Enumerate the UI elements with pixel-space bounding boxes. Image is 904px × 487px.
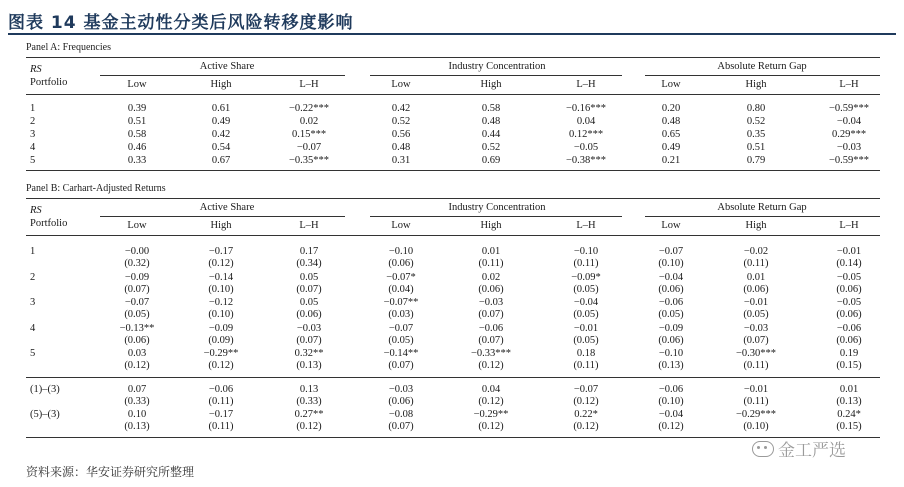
- panel-b-value: −0.04: [573, 297, 599, 308]
- panel-b-value: 0.17: [299, 246, 319, 257]
- panel-a-value: 0.42: [391, 103, 411, 114]
- panel-b-tstat: (0.05): [573, 309, 599, 320]
- panel-a-value: 0.44: [481, 129, 501, 140]
- panel-b-tstat: (0.07): [478, 309, 504, 320]
- panel-a-value: 0.21: [661, 155, 681, 166]
- panel-b-diff-value: 0.22*: [574, 409, 598, 420]
- panel-a-value: −0.16***: [565, 103, 607, 114]
- panel-b-value: 0.05: [299, 271, 319, 283]
- panel-b-value: −0.14: [208, 271, 234, 283]
- panel-b-value: −0.07: [658, 246, 684, 257]
- panel-b-tstat: (0.13): [296, 360, 322, 371]
- panel-b-diff-value: −0.07: [573, 384, 599, 395]
- figure-title: 图表 14 基金主动性分类后风险转移度影响: [8, 13, 354, 33]
- panel-b-diff-value: −0.01: [743, 384, 769, 395]
- panel-a-value: 0.58: [127, 129, 147, 140]
- panel-b-tstat: (0.14): [836, 258, 862, 269]
- panel-b-value: −0.07: [124, 297, 150, 308]
- panel-a-bottom-rule: [26, 170, 880, 171]
- panel-b-group-rule: [370, 216, 622, 217]
- panel-b-value: −0.09: [658, 322, 684, 334]
- panel-a-value: 0.31: [391, 155, 411, 166]
- panel-b-tstat: (0.05): [573, 283, 599, 295]
- panel-a-value: 0.02: [299, 116, 319, 127]
- panel-a-value: −0.38***: [565, 155, 607, 166]
- panel-a-value: 0.48: [391, 142, 411, 153]
- panel-b-value: 0.01: [481, 246, 501, 257]
- panel-b-tstat: (0.06): [658, 283, 684, 295]
- panel-b-diff-portfolio: (1)–(3): [30, 384, 60, 395]
- panel-b-value: −0.01: [573, 322, 599, 334]
- panel-a-portfolio: 5: [30, 155, 36, 166]
- panel-a-value: 0.61: [211, 103, 231, 114]
- panel-a-value: 0.35: [746, 129, 766, 140]
- panel-b-value: −0.07*: [386, 271, 416, 283]
- panel-b-tstat: (0.12): [208, 258, 234, 269]
- panel-b-value: 0.02: [481, 271, 501, 283]
- panel-b-subheader: High: [480, 220, 502, 231]
- panel-b-tstat: (0.07): [478, 334, 504, 346]
- panel-b-value: −0.01: [743, 297, 769, 308]
- panel-a-subheader: High: [480, 79, 502, 90]
- panel-a-value: 0.58: [481, 103, 501, 114]
- panel-a-value: 0.15***: [291, 129, 327, 140]
- panel-b-value: 0.01: [746, 271, 766, 283]
- panel-b-diff-value: 0.13: [299, 384, 319, 395]
- panel-b-diff-value: −0.03: [388, 384, 414, 395]
- panel-b-diff-value: −0.29**: [473, 409, 509, 420]
- panel-b-value: −0.14**: [383, 348, 419, 359]
- panel-b-value: −0.01: [836, 246, 862, 257]
- panel-b-subheader: Low: [127, 220, 147, 231]
- panel-b-tstat: (0.32): [124, 258, 150, 269]
- panel-a-subheader: L–H: [576, 79, 596, 90]
- panel-b-diff-tstat: (0.13): [836, 396, 862, 407]
- panel-a-value: −0.05: [573, 142, 599, 153]
- panel-a-value: 0.56: [391, 129, 411, 140]
- panel-a-header-rule: [26, 94, 880, 95]
- panel-b-tstat: (0.07): [296, 334, 322, 346]
- panel-a-portfolio: 4: [30, 142, 36, 153]
- panel-b-value: −0.29**: [203, 348, 239, 359]
- panel-b-tstat: (0.06): [658, 334, 684, 346]
- panel-a-subheader: High: [745, 79, 767, 90]
- panel-b-tstat: (0.12): [208, 360, 234, 371]
- panel-b-value: −0.06: [478, 322, 504, 334]
- panel-a-group-rule: [370, 75, 622, 76]
- panel-a-portfolio: 3: [30, 129, 36, 140]
- panel-b-subheader: L–H: [299, 220, 319, 231]
- panel-b-diff-value: 0.24*: [837, 409, 861, 420]
- panel-b-portfolio: 5: [30, 348, 36, 359]
- panel-b-value: 0.03: [127, 348, 147, 359]
- panel-b-tstat: (0.05): [388, 334, 414, 346]
- panel-b-tstat: (0.11): [478, 258, 504, 269]
- panel-a-value: 0.48: [661, 116, 681, 127]
- panel-b-portfolio-label: Portfolio: [30, 218, 68, 229]
- panel-b-value: 0.18: [576, 348, 596, 359]
- panel-a-value: 0.29***: [831, 129, 867, 140]
- panel-a-group-rule: [100, 75, 345, 76]
- panel-b-diff-tstat: (0.33): [296, 396, 322, 407]
- panel-b-diff-tstat: (0.15): [836, 421, 862, 432]
- panel-a-value: 0.65: [661, 129, 681, 140]
- panel-a-top-rule: [26, 57, 880, 58]
- panel-a-subheader: High: [210, 79, 232, 90]
- panel-b-tstat: (0.09): [208, 334, 234, 346]
- panel-a-subheader: Low: [391, 79, 411, 90]
- panel-a-portfolio: 1: [30, 103, 36, 114]
- panel-b-tstat: (0.05): [658, 309, 684, 320]
- panel-b-tstat: (0.07): [296, 283, 322, 295]
- panel-b-diff-value: −0.29***: [735, 409, 777, 420]
- panel-b-tstat: (0.11): [573, 360, 599, 371]
- panel-a-subheader: Low: [661, 79, 681, 90]
- panel-a-value: 0.33: [127, 155, 147, 166]
- panel-b-label: Panel B: Carhart-Adjusted Returns: [26, 183, 166, 194]
- panel-a-rs-label: RS: [30, 64, 42, 75]
- panel-b-subheader: High: [210, 220, 232, 231]
- panel-b-tstat: (0.10): [208, 283, 234, 295]
- panel-b-tstat: (0.06): [836, 283, 862, 295]
- panel-b-diff-value: 0.01: [839, 384, 859, 395]
- panel-b-tstat: (0.06): [836, 309, 862, 320]
- panel-b-value: −0.06: [658, 297, 684, 308]
- panel-a-value: −0.07: [296, 142, 322, 153]
- panel-b-value: −0.07: [388, 322, 414, 334]
- panel-b-subheader: Low: [661, 220, 681, 231]
- panel-b-portfolio: 3: [30, 297, 36, 308]
- panel-b-tstat: (0.07): [388, 360, 414, 371]
- panel-a-portfolio-label: Portfolio: [30, 77, 68, 88]
- panel-b-value: −0.03: [743, 322, 769, 334]
- panel-a-value: 0.51: [746, 142, 766, 153]
- panel-b-value: −0.03: [478, 297, 504, 308]
- panel-b-portfolio: 4: [30, 322, 36, 334]
- panel-b-tstat: (0.05): [743, 309, 769, 320]
- panel-b-diff-tstat: (0.10): [658, 396, 684, 407]
- panel-b-value: 0.19: [839, 348, 859, 359]
- panel-b-diff-value: 0.10: [127, 409, 147, 420]
- panel-a-value: 0.52: [391, 116, 411, 127]
- panel-a-group-header: Absolute Return Gap: [717, 61, 807, 72]
- panel-b-diff-value: −0.06: [658, 384, 684, 395]
- panel-b-tstat: (0.13): [658, 360, 684, 371]
- panel-b-value: −0.07**: [383, 297, 419, 308]
- panel-a-value: 0.67: [211, 155, 231, 166]
- panel-a-value: 0.39: [127, 103, 147, 114]
- panel-b-tstat: (0.06): [296, 309, 322, 320]
- panel-a-value: −0.59***: [828, 103, 870, 114]
- panel-b-tstat: (0.06): [388, 258, 414, 269]
- panel-a-group-rule: [645, 75, 880, 76]
- panel-b-tstat: (0.07): [124, 283, 150, 295]
- panel-b-diff-tstat: (0.11): [208, 396, 234, 407]
- panel-a-value: 0.12***: [568, 129, 604, 140]
- panel-b-diff-value: 0.04: [481, 384, 501, 395]
- panel-b-diff-value: −0.17: [208, 409, 234, 420]
- panel-a-subheader: L–H: [299, 79, 319, 90]
- panel-b-subheader: L–H: [576, 220, 596, 231]
- panel-b-group-header: Absolute Return Gap: [717, 202, 807, 213]
- panel-b-tstat: (0.05): [573, 334, 599, 346]
- panel-a-portfolio: 2: [30, 116, 36, 127]
- panel-b-diff-tstat: (0.12): [658, 421, 684, 432]
- panel-b-value: −0.13**: [119, 322, 155, 334]
- title-rule: [8, 33, 896, 35]
- panel-b-value: −0.05: [836, 297, 862, 308]
- panel-a-value: 0.42: [211, 129, 231, 140]
- panel-b-subheader: L–H: [839, 220, 859, 231]
- panel-b-subheader: Low: [391, 220, 411, 231]
- panel-b-diff-tstat: (0.12): [478, 396, 504, 407]
- panel-b-value: −0.30***: [735, 348, 777, 359]
- panel-a-group-header: Industry Concentration: [448, 61, 546, 72]
- panel-b-diff-tstat: (0.11): [743, 396, 769, 407]
- panel-a-value: 0.52: [481, 142, 501, 153]
- panel-a-value: 0.04: [576, 116, 596, 127]
- panel-b-tstat: (0.10): [658, 258, 684, 269]
- panel-a-value: −0.59***: [828, 155, 870, 166]
- panel-b-value: −0.10: [658, 348, 684, 359]
- panel-b-diff-value: −0.04: [658, 409, 684, 420]
- panel-b-tstat: (0.12): [124, 360, 150, 371]
- panel-a-value: 0.54: [211, 142, 231, 153]
- panel-b-group-rule: [100, 216, 345, 217]
- panel-b-subheader: High: [745, 220, 767, 231]
- panel-a-value: −0.03: [836, 142, 862, 153]
- panel-b-separator-rule: [26, 377, 880, 378]
- panel-a-value: −0.35***: [288, 155, 330, 166]
- panel-a-value: −0.04: [836, 116, 862, 127]
- panel-b-tstat: (0.15): [836, 360, 862, 371]
- panel-b-value: −0.06: [836, 322, 862, 334]
- panel-a-value: 0.20: [661, 103, 681, 114]
- panel-b-diff-tstat: (0.07): [388, 421, 414, 432]
- panel-a-subheader: Low: [127, 79, 147, 90]
- wechat-icon: [752, 441, 774, 457]
- panel-b-diff-tstat: (0.12): [478, 421, 504, 432]
- panel-b-diff-value: 0.07: [127, 384, 147, 395]
- panel-b-tstat: (0.07): [743, 334, 769, 346]
- panel-b-tstat: (0.34): [296, 258, 322, 269]
- watermark: [752, 436, 846, 461]
- panel-b-value: −0.33***: [470, 348, 512, 359]
- panel-b-rs-label: RS: [30, 205, 42, 216]
- panel-b-value: −0.05: [836, 271, 862, 283]
- panel-b-tstat: (0.06): [836, 334, 862, 346]
- panel-b-diff-tstat: (0.10): [743, 421, 769, 432]
- panel-a-value: 0.52: [746, 116, 766, 127]
- panel-b-top-rule: [26, 198, 880, 199]
- panel-b-value: −0.03: [296, 322, 322, 334]
- panel-b-diff-portfolio: (5)–(3): [30, 409, 60, 420]
- panel-b-value: −0.04: [658, 271, 684, 283]
- source-note: 资料来源：华安证券研究所整理: [26, 465, 195, 479]
- panel-a-value: 0.80: [746, 103, 766, 114]
- panel-b-tstat: (0.06): [743, 283, 769, 295]
- panel-b-tstat: (0.10): [208, 309, 234, 320]
- panel-b-value: −0.00: [124, 246, 150, 257]
- panel-a-value: 0.46: [127, 142, 147, 153]
- panel-a-value: 0.79: [746, 155, 766, 166]
- panel-b-diff-tstat: (0.12): [296, 421, 322, 432]
- panel-b-value: 0.05: [299, 297, 319, 308]
- panel-b-group-rule: [645, 216, 880, 217]
- panel-b-value: −0.02: [743, 246, 769, 257]
- panel-b-group-header: Industry Concentration: [448, 202, 546, 213]
- panel-b-tstat: (0.11): [743, 258, 769, 269]
- panel-b-diff-tstat: (0.11): [208, 421, 234, 432]
- panel-b-value: −0.09*: [571, 271, 601, 283]
- panel-b-value: −0.12: [208, 297, 234, 308]
- panel-b-header-rule: [26, 235, 880, 236]
- panel-b-tstat: (0.11): [573, 258, 599, 269]
- panel-b-value: −0.10: [573, 246, 599, 257]
- panel-a-group-header: Active Share: [199, 61, 255, 72]
- panel-a-value: −0.22***: [288, 103, 330, 114]
- panel-b-portfolio: 2: [30, 271, 36, 283]
- panel-b-tstat: (0.12): [478, 360, 504, 371]
- panel-b-tstat: (0.06): [124, 334, 150, 346]
- panel-b-diff-tstat: (0.33): [124, 396, 150, 407]
- panel-a-label: Panel A: Frequencies: [26, 42, 111, 53]
- panel-b-group-header: Active Share: [199, 202, 255, 213]
- panel-a-value: 0.69: [481, 155, 501, 166]
- panel-b-tstat: (0.04): [388, 283, 414, 295]
- panel-b-tstat: (0.11): [743, 360, 769, 371]
- panel-b-portfolio: 1: [30, 246, 36, 257]
- panel-b-value: −0.17: [208, 246, 234, 257]
- panel-b-value: −0.09: [124, 271, 150, 283]
- panel-b-diff-value: −0.06: [208, 384, 234, 395]
- panel-b-diff-value: −0.08: [388, 409, 414, 420]
- panel-b-diff-tstat: (0.12): [573, 396, 599, 407]
- panel-a-value: 0.49: [661, 142, 681, 153]
- panel-a-subheader: L–H: [839, 79, 859, 90]
- panel-b-value: −0.09: [208, 322, 234, 334]
- panel-a-value: 0.51: [127, 116, 147, 127]
- panel-a-value: 0.49: [211, 116, 231, 127]
- panel-b-tstat: (0.06): [478, 283, 504, 295]
- panel-a-value: 0.48: [481, 116, 501, 127]
- watermark-text: 金工严选: [778, 441, 846, 461]
- panel-b-value: 0.32**: [294, 348, 324, 359]
- panel-b-tstat: (0.05): [124, 309, 150, 320]
- panel-b-diff-tstat: (0.06): [388, 396, 414, 407]
- panel-b-diff-tstat: (0.12): [573, 421, 599, 432]
- panel-b-diff-tstat: (0.13): [124, 421, 150, 432]
- panel-b-tstat: (0.03): [388, 309, 414, 320]
- panel-b-value: −0.10: [388, 246, 414, 257]
- panel-b-diff-value: 0.27**: [294, 409, 324, 420]
